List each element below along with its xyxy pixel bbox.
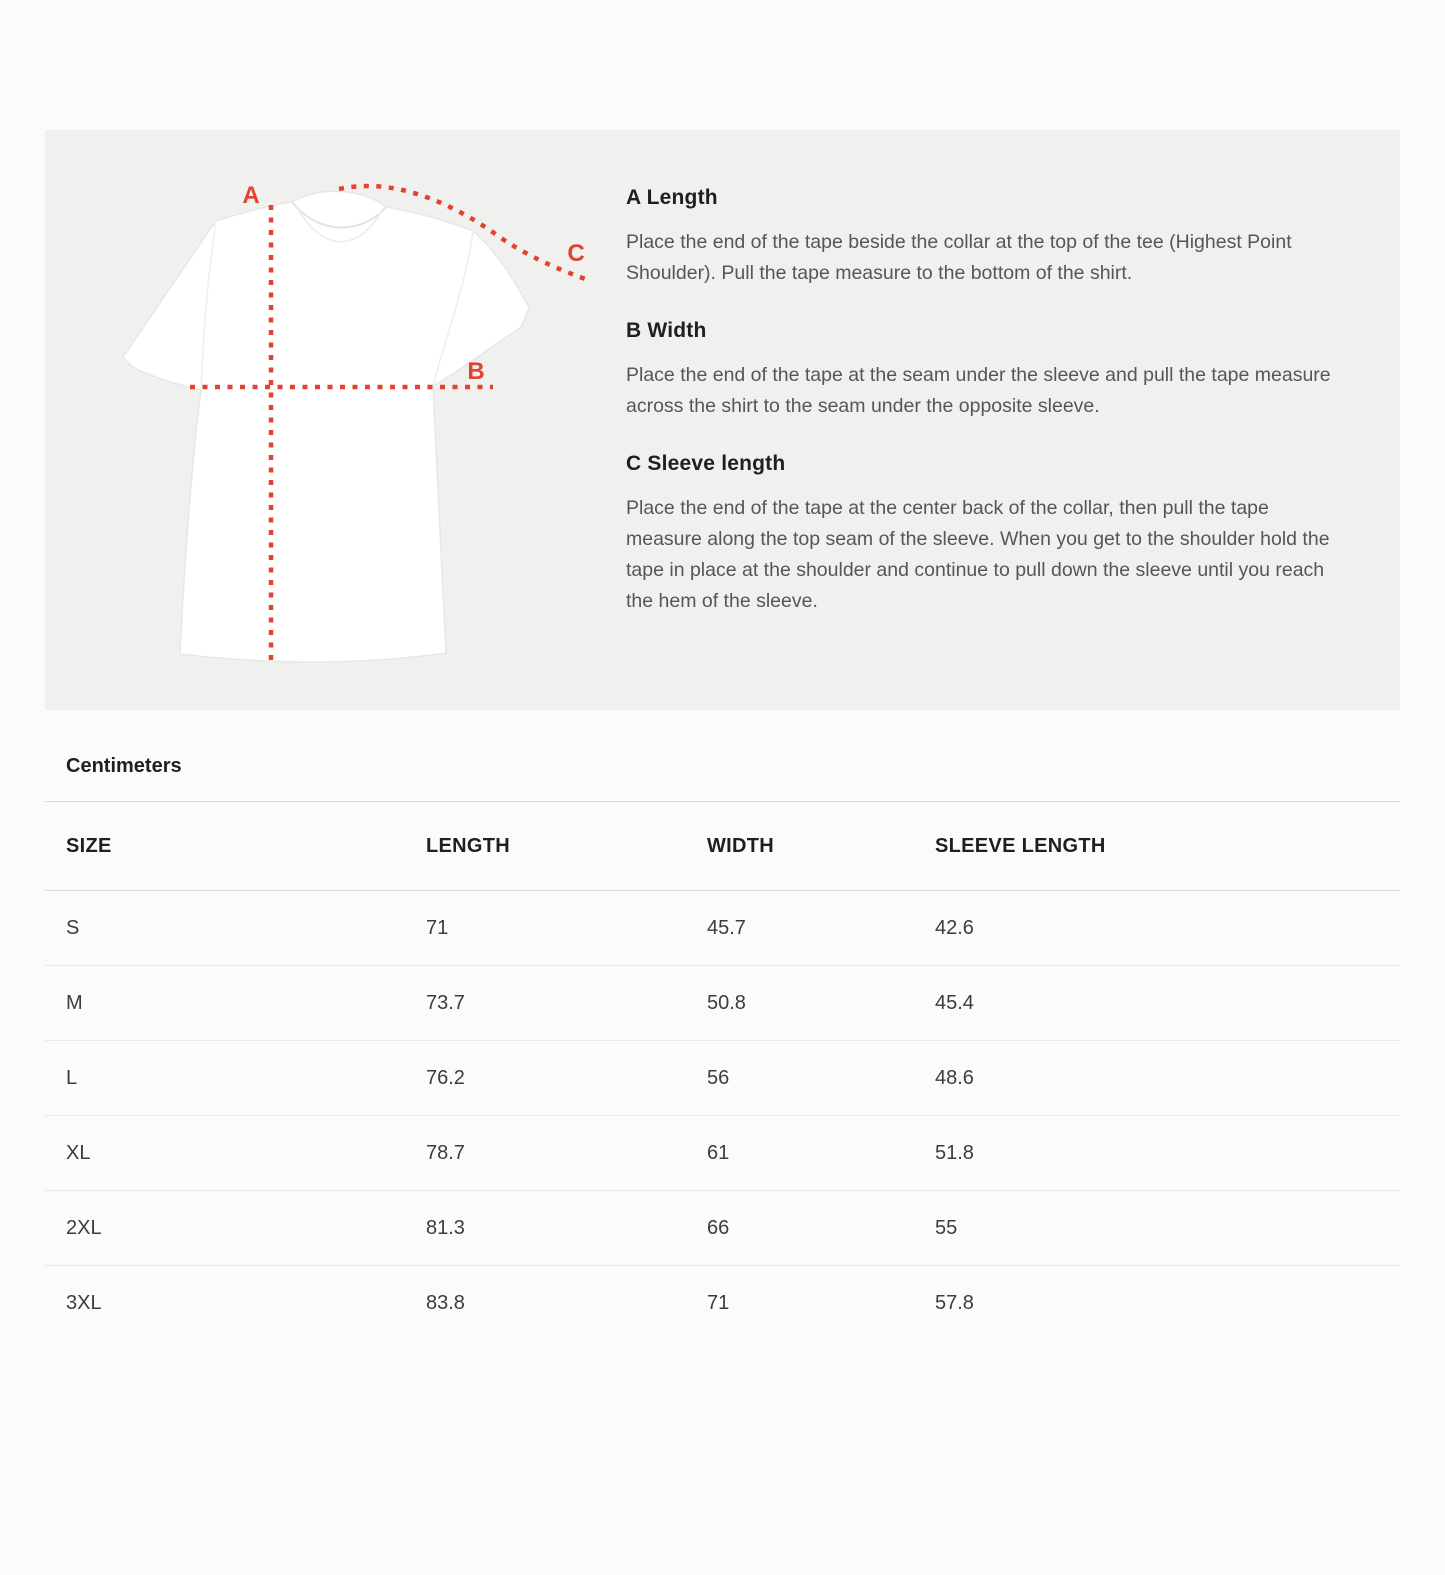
sleeve-length-cell: 42.6 (935, 916, 974, 939)
size-cell: 3XL (66, 1291, 102, 1314)
size-cell: M (66, 991, 83, 1014)
instruction-section-width (626, 319, 1350, 422)
size-guide-page (0, 130, 1445, 1575)
table-header-row (45, 802, 1400, 891)
length-cell: 83.8 (426, 1291, 465, 1314)
width-cell: 61 (707, 1141, 730, 1164)
width-cell: 66 (707, 1216, 730, 1239)
size-cell: XL (66, 1141, 91, 1164)
sleeve-length-cell: 51.8 (935, 1141, 974, 1164)
length-cell: 76.2 (426, 1066, 465, 1089)
tshirt-measurement-diagram (45, 130, 626, 710)
column-header-sleeve-length: SLEEVE LENGTH (935, 834, 1106, 857)
instruction-section-sleeve-length (626, 452, 1350, 617)
section-heading: C Sleeve length (626, 452, 786, 475)
table-row (45, 1116, 1400, 1191)
tshirt-illustration (45, 130, 626, 710)
instruction-section-length (626, 186, 1350, 289)
length-cell: 73.7 (426, 991, 465, 1014)
tshirt-shape (123, 191, 529, 662)
measure-label-b: B (467, 358, 485, 385)
section-body: Place the end of the tape at the center back of the collar, then pull the tape measure along the top seam of the sleeve. When you get to the shoulder hold the tape in place at the shoulder and continue to pull down the sleeve until you reach the hem of the sleeve. (626, 497, 1330, 612)
table-row (45, 1266, 1400, 1341)
measure-label-a: A (242, 182, 260, 209)
units-label: Centimeters (66, 755, 182, 777)
width-cell: 71 (707, 1291, 730, 1314)
size-cell: 2XL (66, 1216, 102, 1239)
sleeve-length-cell: 45.4 (935, 991, 974, 1014)
table-row (45, 1191, 1400, 1266)
width-cell: 56 (707, 1066, 730, 1089)
sleeve-length-cell: 55 (935, 1216, 958, 1239)
size-cell: L (66, 1066, 78, 1089)
length-cell: 71 (426, 916, 449, 939)
column-header-width: WIDTH (707, 834, 775, 857)
column-header-length: LENGTH (426, 834, 511, 857)
section-body: Place the end of the tape beside the collar at the top of the tee (Highest Point Shoulder). Pull the tape measure to the bottom of the shirt. (626, 231, 1292, 284)
size-cell: S (66, 916, 80, 939)
measurement-instructions (626, 130, 1400, 710)
table-row (45, 966, 1400, 1041)
measurement-guide-panel (45, 130, 1400, 710)
size-table-section (45, 755, 1400, 1341)
column-header-size: SIZE (66, 834, 112, 857)
section-heading: A Length (626, 186, 718, 209)
length-cell: 78.7 (426, 1141, 465, 1164)
table-row (45, 891, 1400, 966)
size-table (45, 801, 1400, 1341)
sleeve-length-cell: 57.8 (935, 1291, 974, 1314)
width-cell: 50.8 (707, 991, 746, 1014)
section-heading: B Width (626, 319, 707, 342)
sleeve-length-cell: 48.6 (935, 1066, 974, 1089)
section-body: Place the end of the tape at the seam under the sleeve and pull the tape measure across the shirt to the seam under the opposite sleeve. (626, 364, 1331, 417)
table-row (45, 1041, 1400, 1116)
measure-label-c: C (567, 240, 585, 267)
length-cell: 81.3 (426, 1216, 465, 1239)
width-cell: 45.7 (707, 916, 746, 939)
